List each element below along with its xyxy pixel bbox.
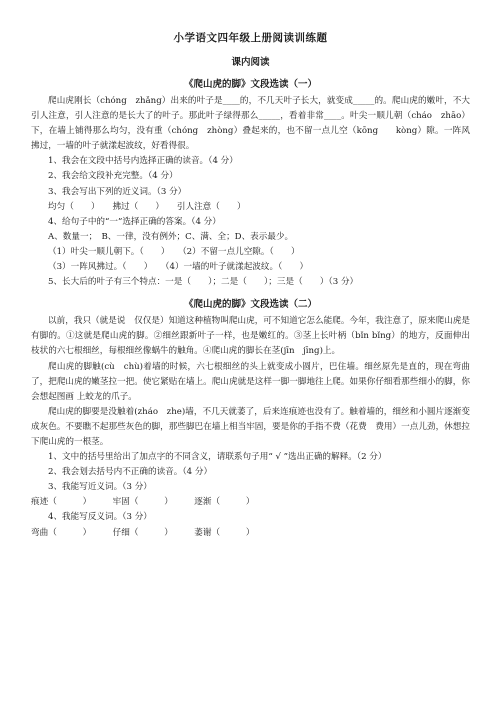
section2-antonym-blanks: 弯曲（ ） 仔细（ ） 萎谢（ ） xyxy=(31,527,255,538)
section2-question-2: 2、我会划去括号内不正确的读音。（4 分） xyxy=(48,467,213,478)
section2-paragraph-3: 爬山虎的脚要是没触着(zháo zhe)墙，不几天就萎了，后来连痕迹也没有了。触着墙的，细丝和小圆片逐渐变成灰色。不要瞧不起那些灰色的脚，那些脚巴在墙上相当牢固，要是你的手指不费（花费 费用）一点儿劲，休想拉下爬山虎的一根茎。 xyxy=(31,406,470,447)
section1-question-1: 1、我会在文段中括号内选择正确的读音。（4 分） xyxy=(48,156,238,167)
section2-paragraph-1: 以前，我只（就是说 仅仅是）知道这种植物叫爬山虎，可不知道它怎么能爬。今年，我注意了，原来爬山虎是有脚的。①这就是爬山虎的脚。②细丝跟新叶子一样，也是嫩红的。③茎上长叶柄（bǐn bǐng）的地方，反面伸出枝状的六七根细丝，每根细丝像蜗牛的触角。④爬山虎的脚长在茎(jīn jīng)上。 xyxy=(31,316,470,357)
section2-question-3: 3、我能写近义词。（3 分） xyxy=(48,482,152,493)
section2-heading: 《爬山虎的脚》文段选读（二） xyxy=(183,299,317,311)
section1-subq-3-4: （3）一阵风拂过。（ ） （4）一墙的叶子就漾起波纹。（ ） xyxy=(48,262,309,273)
section2-synonym-blanks: 痕迹（ ） 牢固（ ） 逐渐（ ） xyxy=(31,497,255,508)
section2-question-4: 4、我能写反义词。（3 分） xyxy=(48,512,152,523)
section1-question-3: 3、我会写出下列的近义词。（3 分） xyxy=(48,186,187,197)
section1-question-2: 2、我会给文段补充完整。（4 分） xyxy=(48,171,178,182)
section2-question-1: 1、文中的括号里给出了加点字的不同含义，请联系句子用“ √ ”选出正确的解释。（2 分） xyxy=(48,452,387,463)
section1-synonym-blanks: 均匀（ ） 拂过（ ） 引人注意（ ） xyxy=(48,201,246,212)
section1-options: A、数量一； B、一律，没有例外；C、满、全；D、表示最少。 xyxy=(48,231,294,242)
page-title: 小学语文四年级上册阅读训练题 xyxy=(173,32,328,44)
section1-subq-1-2: （1）叶尖一顺儿朝下。（ ） （2）不留一点儿空隙。（ ） xyxy=(48,246,300,257)
section1-passage: 爬山虎刚长（chóng zhǎng）出来的叶子是____的，不几天叶子长大，就变成_____的。爬山虎的嫩叶，不大引人注意，引人注意的是长大了的叶子。那此叶子绿得那么_____，看着非常____。叶尖一顺儿朝（cháo zhāo）下，在墙上铺得那么均匀，没有重（chóng zhòng）叠起来的，也不留一点儿空（kōng kòng）隙。一阵风拂过，一墙的叶子就漾起波纹，好看得很。 xyxy=(31,96,470,152)
section1-heading: 《爬山虎的脚》文段选读（一） xyxy=(183,79,317,90)
section1-question-5: 5、长大后的叶子有三个特点：一是（ ）；二是（ ）；三是（ ）（3 分） xyxy=(48,277,359,288)
section1-question-4: 4、给句子中的“一”选择正确的答案。（4 分） xyxy=(48,216,221,227)
page-subtitle: 课内阅读 xyxy=(231,57,270,68)
section2-paragraph-2: 爬山虎的脚触(cù chù)着墙的时候，六七根细丝的头上就变成小圆片，巴住墙。细丝原先是直的，现在弯曲了，把爬山虎的嫩茎拉一把。使它紧贴在墙上。爬山虎就是这样一脚一脚地往上爬。如果你仔细看那些细小的脚，你会想起图画 上蛟龙的爪子。 xyxy=(31,361,470,402)
